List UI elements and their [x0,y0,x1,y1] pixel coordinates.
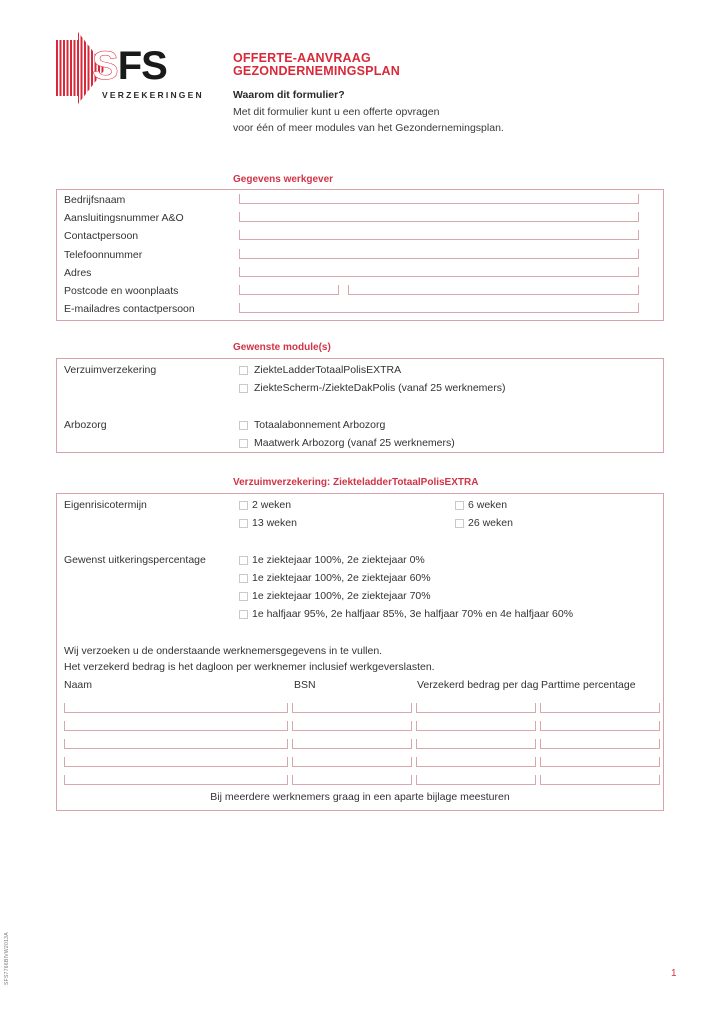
risk-option-13-weeks[interactable] [239,517,297,529]
modules-section-heading: Gewenste module(s) [233,342,331,353]
checkbox[interactable] [239,556,248,565]
option-label: 6 weken [468,499,508,511]
module-group-label-arbozorg: Arbozorg [64,419,107,431]
employer-box [56,189,664,321]
employee-parttime-field[interactable] [540,721,660,731]
employee-amount-field[interactable] [416,739,536,749]
email-field[interactable] [239,303,639,313]
checkbox[interactable] [239,501,248,510]
checkbox[interactable] [239,384,248,393]
module-option-ziektescherm[interactable] [239,382,506,394]
why-title: Waarom dit formulier? [233,89,345,101]
logo-subtitle: VERZEKERINGEN [102,90,204,100]
option-label: 1e ziektejaar 100%, 2e ziektejaar 70% [252,590,431,602]
module-option-maatwerk[interactable] [239,437,455,449]
checkbox[interactable] [455,519,464,528]
employee-amount-field[interactable] [416,721,536,731]
payout-option-2[interactable] [239,572,431,584]
field-label-phone: Telefoonnummer [64,249,143,261]
employee-intro-line-2: Het verzekerd bedrag is het dagloon per werknemer inclusief werkgeverslasten. [64,661,435,673]
payout-option-1[interactable] [239,554,425,566]
checkbox[interactable] [239,421,248,430]
option-label: 1e halfjaar 95%, 2e halfjaar 85%, 3e halfjaar 70% en 4e halfjaar 60% [252,608,574,620]
column-header-parttime: Parttime percentage [541,679,636,691]
employee-amount-field[interactable] [416,775,536,785]
title-line-2: GEZONDERNEMINGSPLAN [233,64,401,78]
address-field[interactable] [239,267,639,277]
employee-parttime-field[interactable] [540,739,660,749]
option-label: 2 weken [252,499,292,511]
payout-percentage-label: Gewenst uitkeringspercentage [64,554,206,566]
field-label-email: E-mailadres contactpersoon [64,303,195,315]
payout-option-3[interactable] [239,590,431,602]
employee-parttime-field[interactable] [540,757,660,767]
employee-name-field[interactable] [64,757,288,767]
field-label-postcode-city: Postcode en woonplaats [64,285,179,297]
title-line-1: OFFERTE-AANVRAAG [233,51,371,65]
checkbox[interactable] [239,610,248,619]
option-label: 13 weken [252,517,297,529]
checkbox[interactable] [239,592,248,601]
postcode-field[interactable] [239,285,339,295]
column-header-insured-amount: Verzekerd bedrag per dag [417,679,539,691]
affiliation-number-field[interactable] [239,212,639,222]
risk-period-label: Eigenrisicotermijn [64,499,147,511]
employee-bsn-field[interactable] [292,721,412,731]
option-label: 26 weken [468,517,513,529]
verzuim-box [56,493,664,811]
verzuim-section-heading: Verzuimverzekering: ZiekteladderTotaalPolisEXTRA [233,477,479,488]
risk-option-26-weeks[interactable] [455,517,513,529]
city-field[interactable] [348,285,639,295]
logo-wordmark [92,46,167,86]
option-label: Maatwerk Arbozorg (vanaf 25 werknemers) [254,437,455,449]
option-label: 1e ziektejaar 100%, 2e ziektejaar 0% [252,554,425,566]
field-label-address: Adres [64,267,92,279]
modules-box [56,358,664,453]
option-label: ZiekteScherm-/ZiekteDakPolis (vanaf 25 werknemers) [254,382,506,394]
logo-letter: S [92,44,118,88]
employee-parttime-field[interactable] [540,703,660,713]
employee-bsn-field[interactable] [292,757,412,767]
logo-text [92,44,167,88]
option-label: 1e ziektejaar 100%, 2e ziektejaar 60% [252,572,431,584]
employee-bsn-field[interactable] [292,703,412,713]
employee-name-field[interactable] [64,703,288,713]
logo-letters: FS [117,44,167,88]
employee-parttime-field[interactable] [540,775,660,785]
risk-option-6-weeks[interactable] [455,499,507,511]
option-label: Totaalabonnement Arbozorg [254,419,386,431]
document-title [233,52,400,78]
why-line-1: Met dit formulier kunt u een offerte opvragen [233,106,440,118]
employee-bsn-field[interactable] [292,775,412,785]
employee-amount-field[interactable] [416,703,536,713]
checkbox[interactable] [239,366,248,375]
checkbox[interactable] [239,439,248,448]
company-name-field[interactable] [239,194,639,204]
why-line-2: voor één of meer modules van het Gezondernemingsplan. [233,122,504,134]
checkbox[interactable] [239,574,248,583]
checkbox[interactable] [455,501,464,510]
document-code: SFS7766BIVW2013A [4,932,10,985]
field-label-contact-person: Contactpersoon [64,230,139,242]
employee-name-field[interactable] [64,721,288,731]
module-option-totaalabonnement[interactable] [239,419,385,431]
page-number: 1 [671,968,677,979]
employee-name-field[interactable] [64,775,288,785]
contact-person-field[interactable] [239,230,639,240]
employee-name-field[interactable] [64,739,288,749]
module-group-label-verzuim: Verzuimverzekering [64,364,157,376]
checkbox[interactable] [239,519,248,528]
why-description [233,104,504,136]
payout-option-4[interactable] [239,608,573,620]
field-label-company-name: Bedrijfsnaam [64,194,126,206]
risk-option-2-weeks[interactable] [239,499,291,511]
column-header-name: Naam [64,679,93,691]
employee-intro-line-1: Wij verzoeken u de onderstaande werknemersgegevens in te vullen. [64,645,383,657]
module-option-ziekteladder[interactable] [239,364,401,376]
phone-field[interactable] [239,249,639,259]
sfs-logo [56,32,226,107]
attachment-note: Bij meerdere werknemers graag in een aparte bijlage meesturen [210,791,510,803]
field-label-affiliation-number: Aansluitingsnummer A&O [64,212,184,224]
column-header-bsn: BSN [294,679,316,691]
employee-amount-field[interactable] [416,757,536,767]
employee-bsn-field[interactable] [292,739,412,749]
option-label: ZiekteLadderTotaalPolisEXTRA [254,364,402,376]
employer-section-heading: Gegevens werkgever [233,174,334,185]
